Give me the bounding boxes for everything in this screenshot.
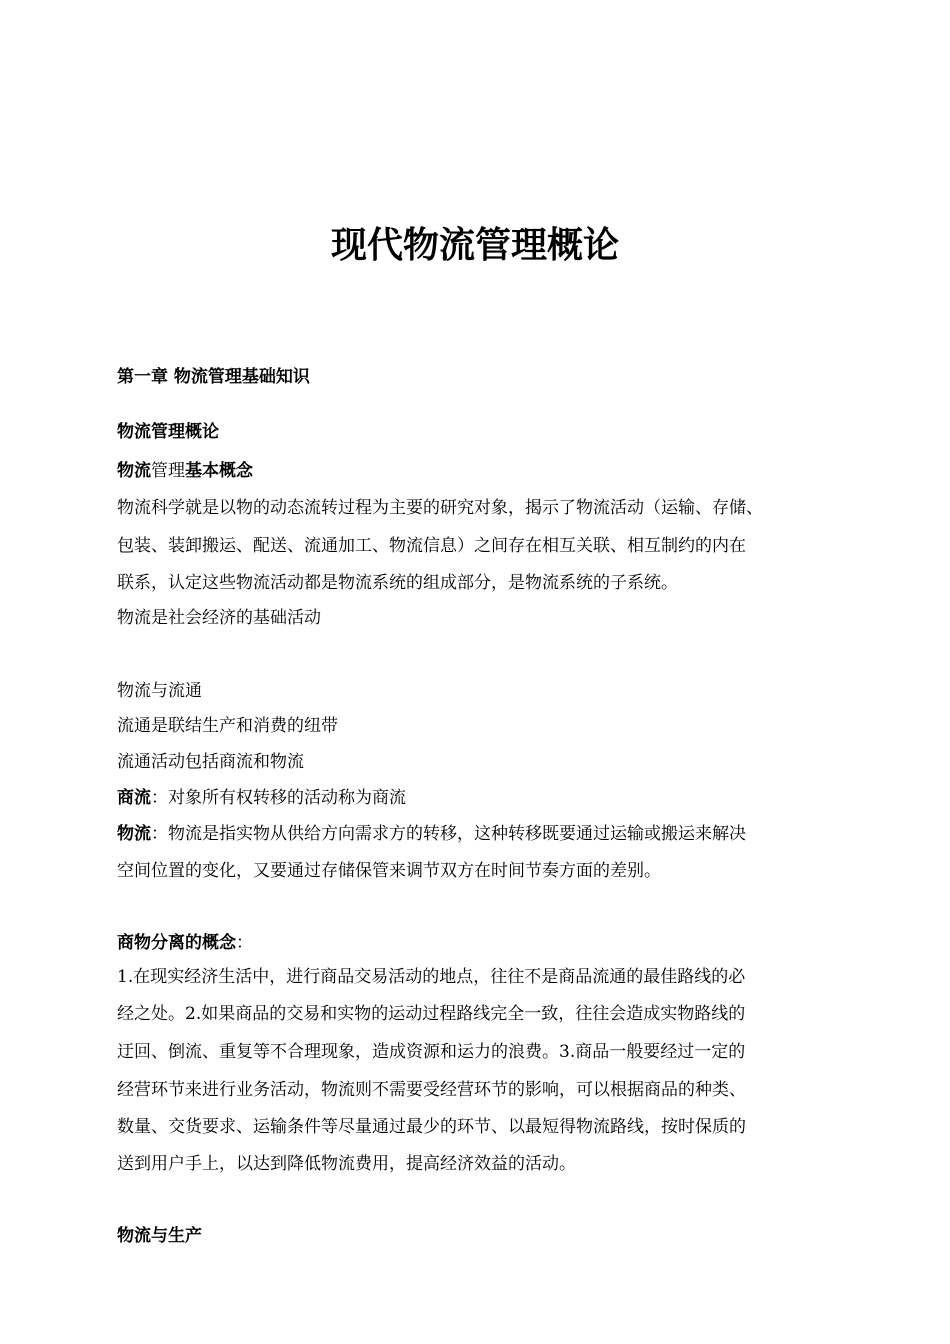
paragraph-line: 迂回、倒流、重复等不合理现象，造成资源和运力的浪费。3.商品一般要经过一定的: [117, 1042, 746, 1062]
paragraph-line: 联系，认定这些物流活动都是物流系统的组成部分，是物流系统的子系统。: [117, 573, 678, 593]
separation-heading-colon: ：: [236, 933, 253, 953]
paragraph-line: 经营环节来进行业务活动，物流则不需要受经营环节的影响，可以根据商品的种类、: [117, 1080, 746, 1100]
paragraph-line: 经之处。2.如果商品的交易和实物的运动过程路线完全一致，往往会造成实物路线的: [117, 1004, 746, 1024]
commerce-flow-term: 商流: [117, 788, 151, 808]
paragraph-line: 送到用户手上，以达到降低物流费用，提高经济效益的活动。: [117, 1154, 576, 1174]
paragraph-line: 物流科学就是以物的动态流转过程为主要的研究对象，揭示了物流活动（运输、存储、: [117, 498, 763, 518]
subsection-heading: [117, 459, 253, 483]
logistics-flow-definition: [117, 822, 746, 846]
commerce-flow-definition: [117, 786, 406, 810]
paragraph-line: 流通是联结生产和消费的纽带: [117, 716, 338, 736]
paragraph-line: 空间位置的变化，又要通过存储保管来调节双方在时间节奏方面的差别。: [117, 861, 661, 881]
subsection-part-1: 物流: [117, 461, 151, 481]
paragraph-line: 流通活动包括商流和物流: [117, 752, 304, 772]
paragraph-line: 1.在现实经济生活中，进行商品交易活动的地点，往往不是商品流通的最佳路线的必: [117, 967, 746, 987]
subsection-part-2: 管理: [151, 461, 185, 481]
paragraph-line: 包装、装卸搬运、配送、流通加工、物流信息）之间存在相互关联、相互制约的内在: [117, 536, 746, 556]
production-heading: 物流与生产: [117, 1226, 202, 1246]
logistics-flow-text: ：物流是指实物从供给方向需求方的转移，这种转移既要通过运输或搬运来解决: [151, 824, 746, 844]
chapter-heading: 第一章 物流管理基础知识: [117, 367, 310, 387]
paragraph-line: 数量、交货要求、运输条件等尽量通过最少的环节、以最短得物流路线，按时保质的: [117, 1117, 746, 1137]
logistics-flow-term: 物流: [117, 824, 151, 844]
separation-heading-text: 商物分离的概念: [117, 933, 236, 953]
separation-heading: [117, 931, 253, 955]
document-title: 现代物流管理概论: [330, 224, 619, 266]
section-heading: 物流管理概论: [117, 422, 219, 442]
paragraph-line: 物流与流通: [117, 681, 202, 701]
subsection-part-3: 基本概念: [185, 461, 253, 481]
commerce-flow-text: ：对象所有权转移的活动称为商流: [151, 788, 406, 808]
paragraph-line: 物流是社会经济的基础活动: [117, 608, 321, 628]
